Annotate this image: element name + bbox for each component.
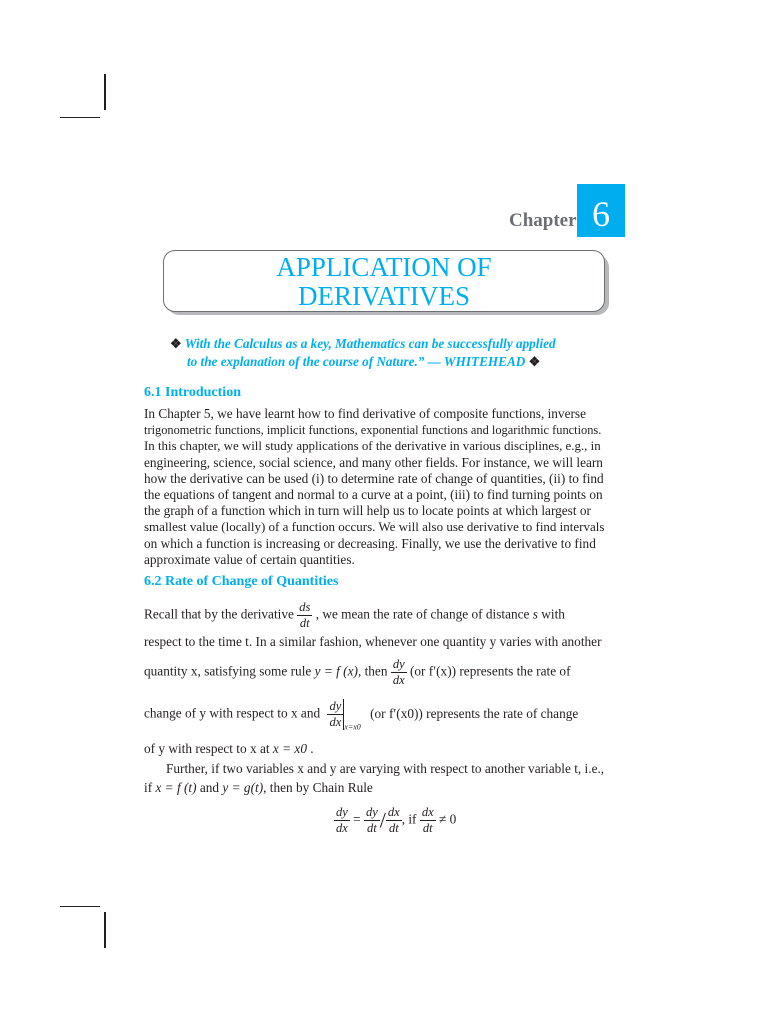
paragraph-line: engineering, science, social science, and many other fields. For instance, we will learn — [144, 454, 603, 470]
text-run: and — [199, 780, 220, 795]
fraction-numerator: dy — [329, 699, 342, 713]
text-run: with — [541, 606, 565, 622]
math-var: s — [532, 606, 538, 622]
text-line — [144, 780, 625, 796]
paragraph-line: smallest value (locally) of a function occurs. We will also use derivative to find intervals — [144, 519, 605, 535]
quote-line1: With the Calculus as a key, Mathematics can be successfully applied — [184, 336, 556, 351]
fraction-numerator: dy — [392, 657, 405, 671]
text-run: , we mean the rate of change of distance — [315, 606, 530, 622]
text-run: , then by Chain Rule — [263, 780, 373, 795]
text-line: Further, if two variables x and y are varying with respect to another variable t, i.e., — [166, 761, 605, 776]
chapter-number: 6 — [577, 184, 625, 237]
not-equal-zero: ≠ 0 — [438, 811, 457, 827]
quote-line2: to the explanation of the course of Nature.” — WHITEHEAD — [187, 354, 526, 369]
fraction-dy-dx — [334, 805, 350, 836]
chapter-title-line1: APPLICATION OF — [276, 252, 492, 282]
fraction-denominator: dt — [388, 821, 399, 835]
text-run: quantity x, satisfying some rule — [144, 663, 312, 679]
math-eq: x = f (t) — [155, 780, 197, 795]
crop-mark — [60, 117, 100, 118]
fraction-numerator: ds — [299, 600, 311, 614]
paragraph-line: how the derivative can be used (i) to determine rate of change of quantities, (ii) to find — [144, 470, 604, 486]
crop-mark — [104, 912, 106, 948]
fraction-dy-dt — [364, 805, 380, 836]
text-run: of y with respect to x at — [144, 741, 270, 756]
fraction-denominator: dx — [392, 673, 405, 687]
text-run: Recall that by the derivative — [144, 606, 294, 622]
paragraph-line: approximate value of certain quantities. — [144, 551, 355, 567]
fraction-denominator: dt — [367, 821, 377, 835]
paragraph-line: In this chapter, we will study applications of the derivative in various disciplines, e.g., in — [144, 439, 601, 454]
text-run: change of y with respect to x and — [144, 705, 321, 721]
fraction-numerator: dy — [365, 805, 378, 819]
crop-mark — [104, 74, 106, 110]
paragraph-line: the equations of tangent and normal to a curve at a point, (iii) to find turning points on — [144, 487, 603, 503]
fraction-dx-dt — [420, 805, 436, 836]
division-slash: / — [379, 807, 386, 833]
paragraph-line: the graph of a function which in turn will help us to locate points at which largest or — [144, 503, 591, 519]
paragraph-line: In Chapter 5, we have learnt how to find derivative of composite functions, inverse — [144, 406, 586, 421]
intro-paragraph — [144, 406, 625, 568]
chain-rule-equation — [334, 805, 534, 836]
section-heading-introduction: 6.1 Introduction — [144, 385, 241, 400]
text-run: , if — [401, 811, 417, 827]
text-line: respect to the time t. In a similar fashion, whenever one quantity y varies with another — [144, 634, 602, 649]
text-line — [144, 741, 625, 757]
ornament-icon: ❖ — [170, 336, 182, 351]
fraction-numerator: dx — [421, 805, 434, 819]
fraction-denominator: dt — [299, 616, 310, 630]
fraction-denominator: dt — [422, 821, 433, 835]
crop-mark — [60, 906, 100, 907]
fraction-denominator: dx — [329, 715, 342, 729]
chapter-label: Chapter — [509, 210, 577, 231]
fraction-ds-dt — [297, 600, 312, 631]
paragraph-line: on which a function is increasing or decreasing. Finally, we use the derivative to find — [144, 535, 596, 551]
fraction-dy-dx-at-x0 — [327, 699, 344, 730]
fraction-numerator: dy — [336, 805, 348, 819]
equals-sign: = — [353, 811, 361, 827]
text-line — [144, 657, 625, 688]
chapter-title — [163, 250, 605, 312]
paragraph-line: trigonometric functions, implicit functions, exponential functions and logarithmic functions. — [144, 423, 602, 438]
math-rule: y = f (x) — [314, 663, 358, 679]
text-run: (or f′(x0)) represents the rate of change — [370, 705, 579, 721]
text-run: (or f′(x)) represents the rate of — [409, 663, 571, 679]
epigraph-quote — [170, 335, 640, 371]
chapter-title-line2: DERIVATIVES — [297, 281, 470, 311]
ornament-icon: ❖ — [528, 354, 541, 369]
math-eq: y = g(t) — [222, 780, 264, 795]
section-heading-rate-of-change: 6.2 Rate of Change of Quantities — [144, 574, 339, 589]
fraction-numerator: dx — [387, 805, 400, 819]
text-run: , then — [357, 663, 388, 679]
math-eq: x = x0 — [272, 741, 307, 756]
text-run: . — [310, 741, 314, 756]
fraction-dx-dt — [386, 805, 402, 836]
text-line — [144, 600, 625, 631]
text-line — [144, 699, 625, 732]
fraction-dy-dx — [391, 657, 407, 688]
evaluation-subscript: x=x0 — [344, 722, 361, 732]
fraction-denominator: dx — [336, 821, 348, 835]
text-run: if — [144, 780, 153, 795]
